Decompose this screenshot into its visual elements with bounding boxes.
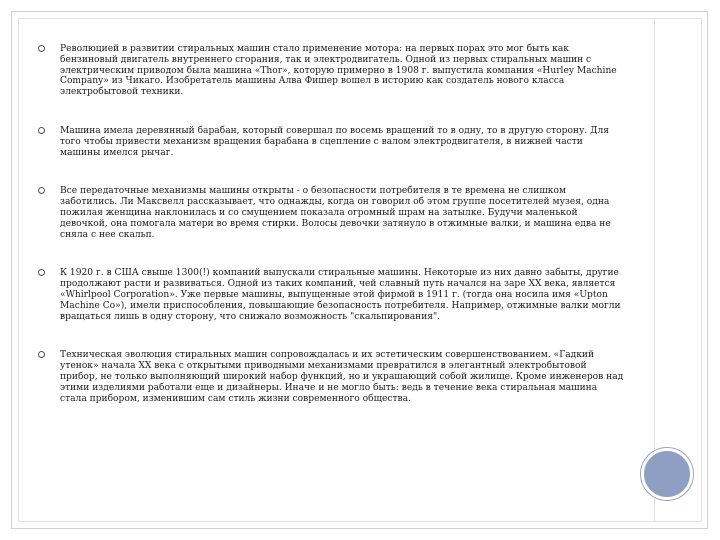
bullet-text: Техническая эволюция стиральных машин сопровождалась и их эстетическим совершенствованием. «Гадкий утенок» начала XX века с открытыми приводными механизмами превратился в элегантный электробытовой прибор, не только выполняющий широкий набор функций, но и украшающий собой жилище. Кроме инженеров над этими изделиями работали еще и дизайнеры. Иначе и не могло быть: ведь в течение века стиральная машина стала прибором, изменившим сам стиль жизни современного общества. (60, 350, 624, 404)
bullet-item (34, 186, 624, 240)
hollow-circle-bullet-icon (38, 351, 45, 358)
bullet-item (34, 126, 624, 158)
bullet-list (34, 44, 624, 404)
bullet-text: К 1920 г. в США свыше 1300(!) компаний выпускали стиральные машины. Некоторые из них давно забыты, другие продолжают расти и развиваться. Одной из таких компаний, чей славный путь начался на заре XX века, является «Whirlpool Corporation». Уже первые машины, выпущенные этой фирмой в 1911 г. (тогда она носила имя «Upton Machine Co»), имели приспособления, повышающие безопасность потребителя. Например, отжимные валки могли вращаться лишь в одну сторону, что снижало возможность "скальпирования". (60, 268, 621, 322)
decorative-circle (641, 448, 693, 500)
right-divider-line (654, 18, 655, 522)
hollow-circle-bullet-icon (38, 45, 45, 52)
bullet-item (34, 44, 624, 98)
hollow-circle-bullet-icon (38, 269, 45, 276)
hollow-circle-bullet-icon (38, 187, 45, 194)
bullet-text: Революцией в развитии стиральных машин стало применение мотора: на первых порах это мог быть как бензиновый двигатель внутреннего сгорания, так и электродвигатель. Одной из первых стиральных машин с электрическим приводом была машина «Thor», которую примерно в 1908 г. выпустила компания «Hurley Machine Company» из Чикаго. Изобретатель машины Алва Фишер вошел в историю как создатель нового класса электробытовой техники. (60, 44, 617, 98)
bullet-item (34, 268, 624, 322)
bullet-text: Машина имела деревянный барабан, который совершал по восемь вращений то в одну, то в другую сторону. Для того чтобы привести механизм вращения барабана в сцепление с валом электродвигателя, в нижней части машины имелся рычаг. (60, 125, 610, 158)
bullet-text: Все передаточные механизмы машины открыты - о безопасности потребителя в те времена не слишком заботились. Ли Максвелл рассказывает, что однажды, когда он говорил об этом группе посетителей музея, одна пожилая женщина наклонилась и со смущением показала огромный шрам на затылке. Будучи маленькой девочкой, она помогала матери во время стирки. Волосы девочки затянуло в отжимные валки, и машина едва не сняла с нее скальп. (60, 186, 611, 240)
hollow-circle-bullet-icon (38, 127, 45, 134)
bullet-item (34, 350, 624, 404)
